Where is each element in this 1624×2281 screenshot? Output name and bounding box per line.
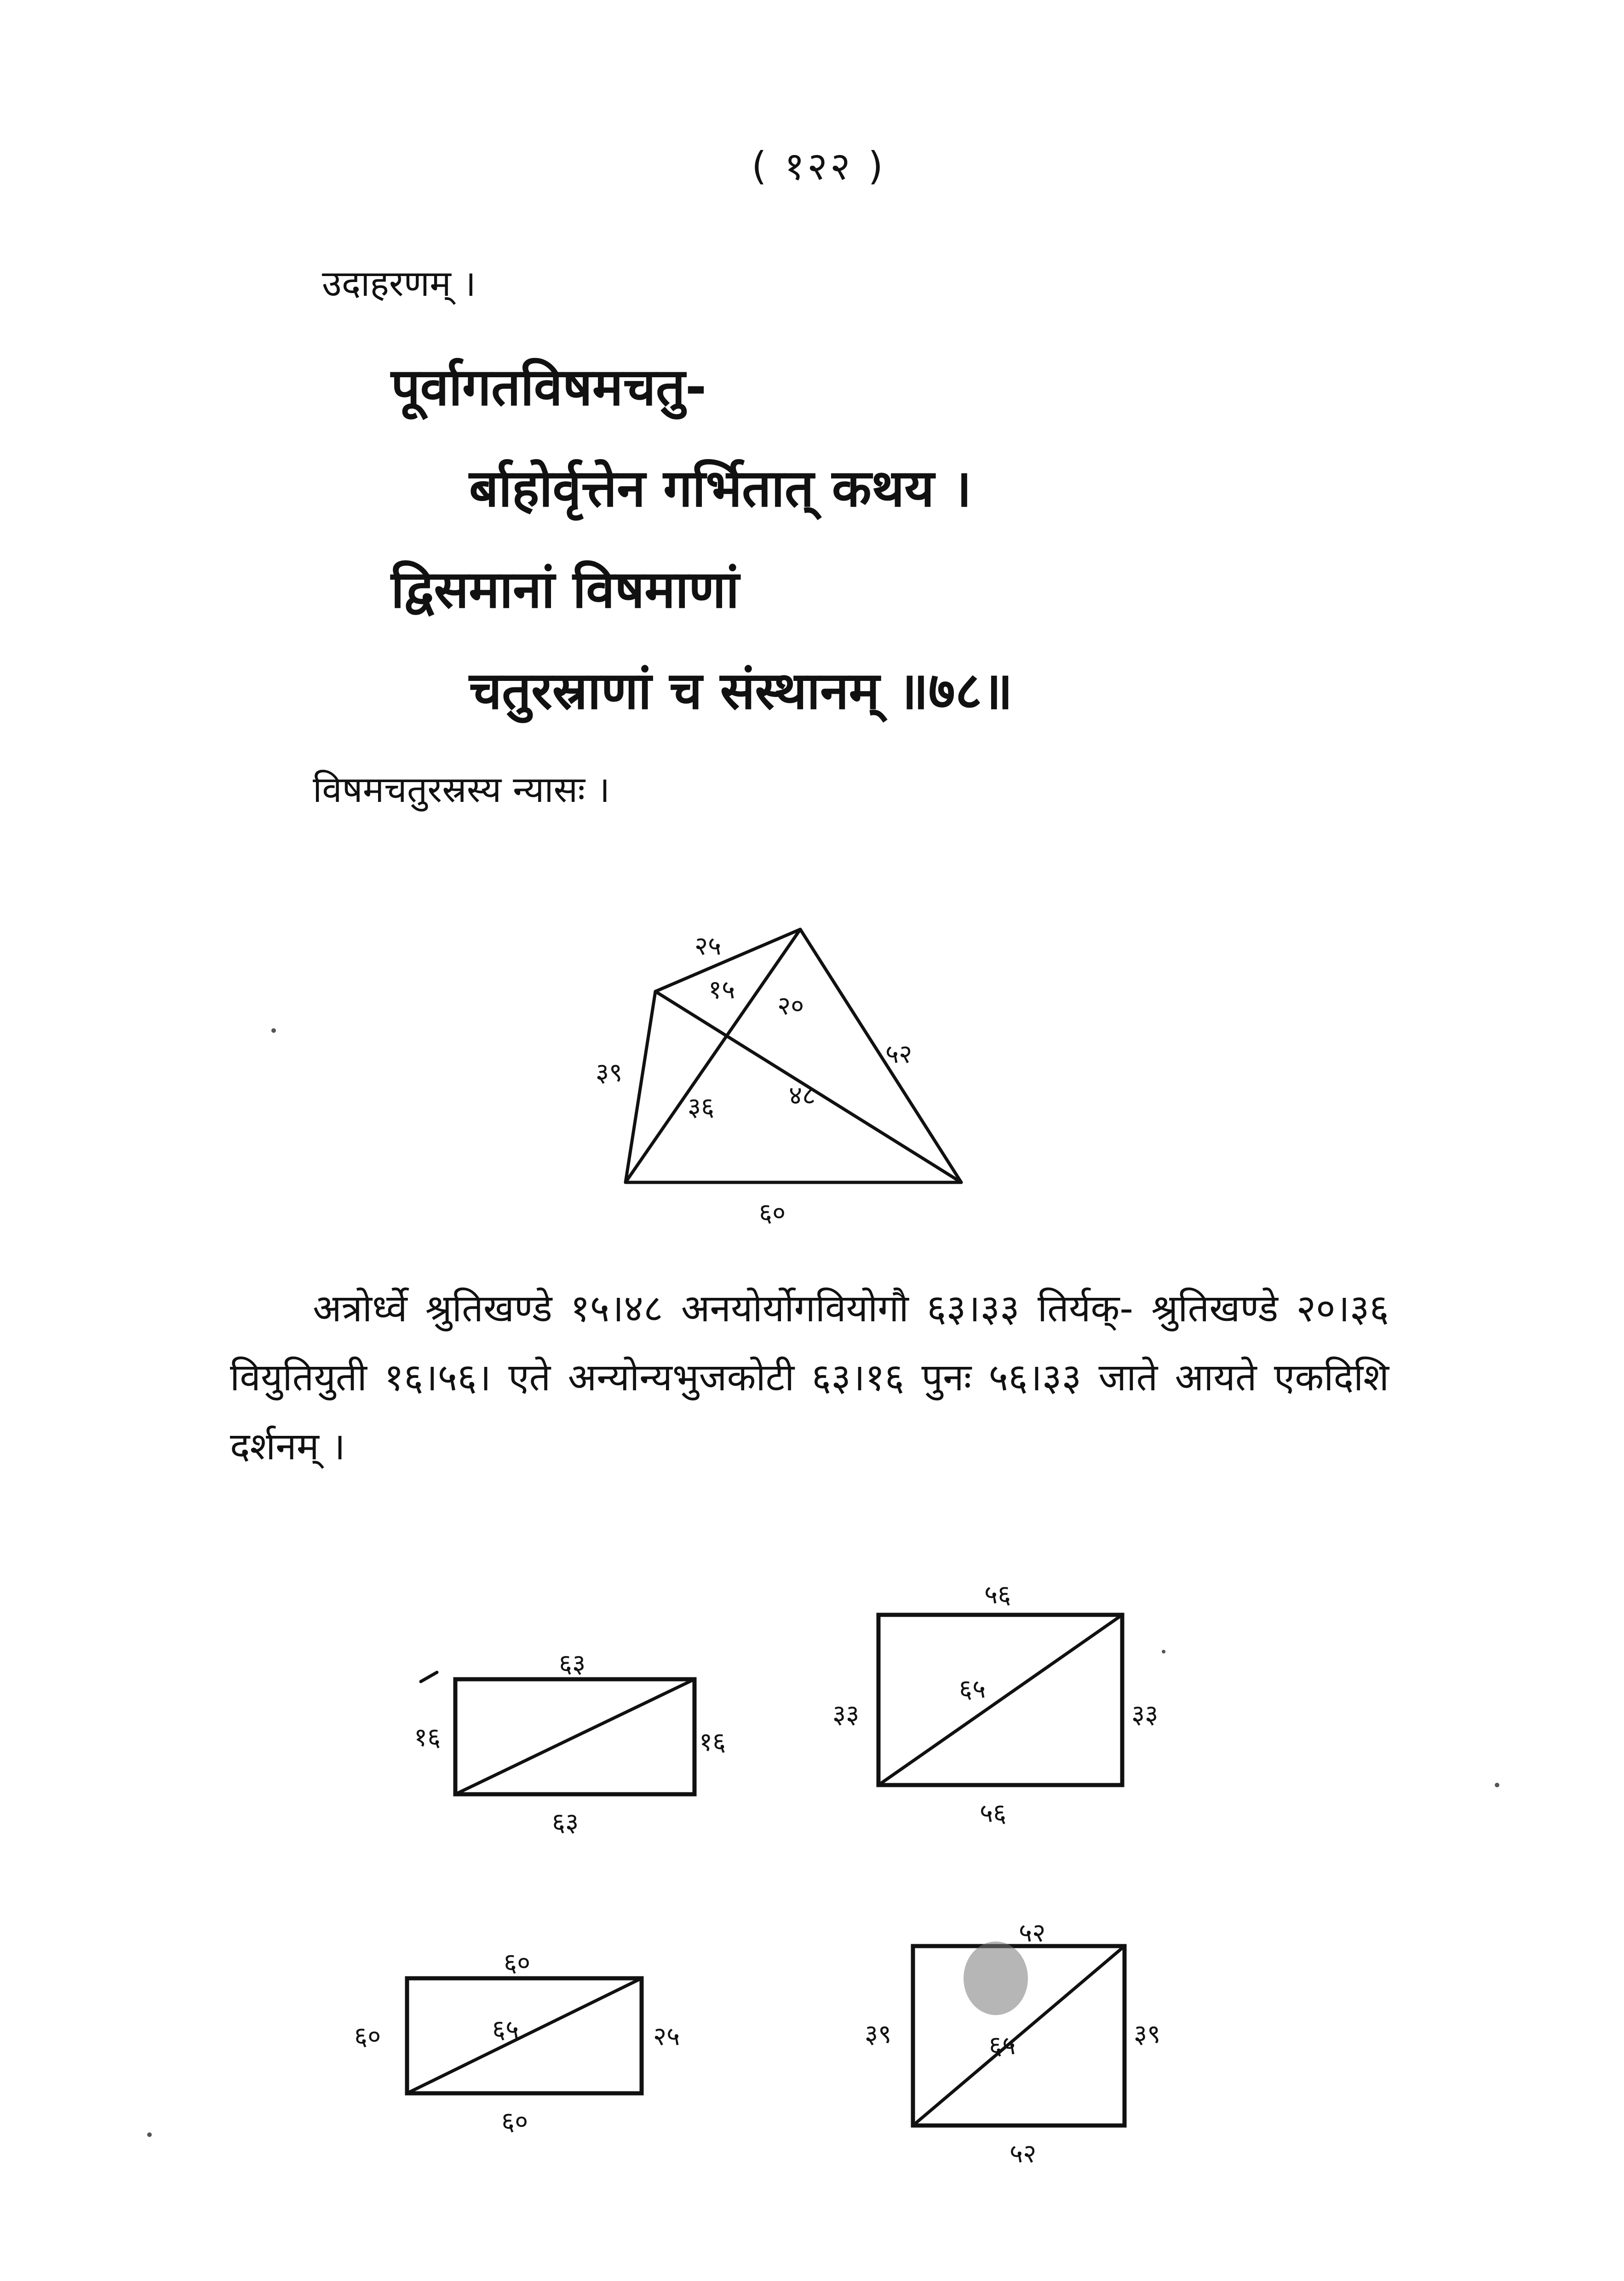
rect3-top-label: ६० (504, 1948, 531, 1978)
rect3-right-label: २५ (653, 2022, 680, 2051)
rect2-diagonal-label: ६५ (959, 1674, 986, 1704)
label-side-left: ३९ (596, 1058, 623, 1088)
rect1-top-label: ६३ (559, 1649, 586, 1679)
example-heading: उदाहरणम् । (322, 263, 476, 305)
label-side-top: २५ (694, 931, 722, 961)
label-segment-b: २० (777, 991, 804, 1021)
rect4-bottom-label: ५२ (1010, 2139, 1037, 2169)
label-side-right: ५२ (885, 1039, 912, 1069)
rectangle-60-25 (354, 1948, 680, 2137)
rect3-diagonal-label: ६५ (492, 2015, 519, 2045)
paragraph-line-3: ६३।१६ पुनः ५६।३३ जाते आयते एकदिशि दर्शनम् । (230, 1356, 1389, 1469)
rect1-right-label: १६ (699, 1727, 726, 1757)
paragraph-line-1: अत्रोर्ध्वे श्रुतिखण्डे १५।४८ अनयोर्योगवियोगौ ६३।३३ तिर्यक्- (313, 1287, 1133, 1331)
rectangle-63-16 (414, 1649, 726, 1837)
rect4-diagonal-label: ६५ (989, 2031, 1016, 2061)
rect2-top-label: ५६ (984, 1580, 1011, 1610)
verse-line-3: द्विसमानां विषमाणां (391, 560, 740, 620)
ink-blot (964, 1941, 1028, 2015)
rect2-right-label: ३३ (1131, 1699, 1159, 1729)
label-segment-d: ४८ (789, 1081, 816, 1111)
rect3-bottom-label: ६० (501, 2107, 528, 2137)
rect2-bottom-label: ५६ (980, 1798, 1007, 1828)
label-segment-c: ३६ (688, 1092, 715, 1122)
label-segment-a: १५ (708, 975, 735, 1005)
rect2-left-label: ३३ (832, 1699, 860, 1729)
verse-line-2: र्बाहोर्वृत्तेन गर्भितात् कथय । (469, 459, 972, 518)
paragraph-line-2: श्रुतिखण्डे २०।३६ वियुतियुती १६।५६। एते अन्योन्यभुजकोटी (230, 1287, 1389, 1400)
rectangle-52-39 (865, 1918, 1160, 2169)
rect3-left-label: ६० (354, 2022, 381, 2051)
verse-line-4: चतुरस्राणां च संस्थानम् ॥७८॥ (469, 661, 1013, 721)
figure-caption: विषमचतुरस्रस्य न्यासः । (313, 769, 610, 811)
rect4-right-label: ३९ (1134, 2019, 1161, 2049)
verse-line-1: पूर्वागतविषमचतु- (391, 357, 707, 417)
rect1-left-label: १६ (414, 1722, 441, 1752)
rectangle-56-33 (832, 1580, 1158, 1828)
rect4-left-label: ३९ (865, 2019, 892, 2049)
rect4-top-label: ५२ (1019, 1918, 1046, 1948)
label-side-bottom: ६० (759, 1198, 786, 1228)
rect1-bottom-label: ६३ (552, 1808, 579, 1837)
page-number: ( १२२ ) (752, 144, 886, 189)
